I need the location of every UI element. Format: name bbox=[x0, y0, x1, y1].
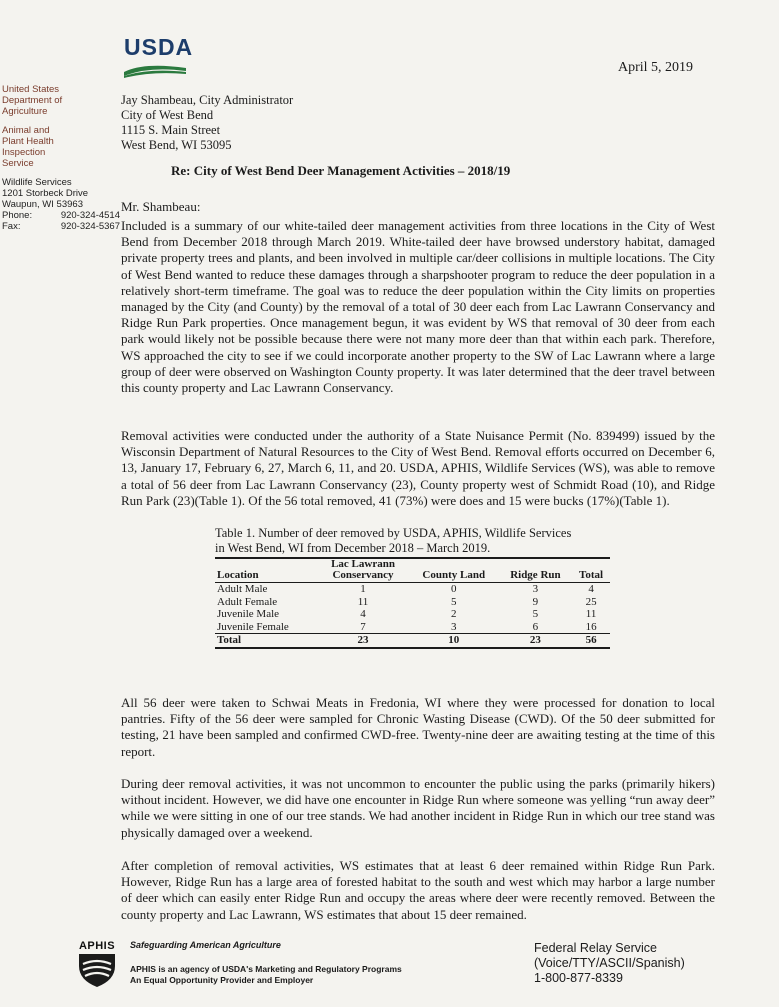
usda-hills-icon bbox=[124, 62, 186, 78]
service-name: Animal and Plant Health Inspection Service bbox=[2, 125, 54, 169]
table-row: Adult Male 1 0 3 4 bbox=[217, 583, 594, 595]
table-row: Adult Female 11 5 9 25 bbox=[217, 595, 597, 608]
ws-address: Wildlife Services 1201 Storbeck Drive Waupun, WI 53963 Phone: 920-324-4514 Fax: 920-324-5367 bbox=[2, 177, 120, 232]
paragraph-removal: Removal activities were conducted under the authority of a State Nuisance Permit (No. 839499) issued by the Wisconsin Department of Natural Resources to the City of West Bend. Removal efforts occurred on December 6, 13, January 17, February 6, 27, March 6, 11, and 20. USDA, APHIS, Wildlife Services (WS), was able to remove a total of 56 deer from Lac Lawrann Conservancy (23), County property west of Schmidt Road (10), and Ridge Run Park (23)(Table 1). Of the 56 total removed, 41 (73%) were does and 15 were bucks (17%)(Table 1). bbox=[121, 428, 715, 508]
paragraph-incidents: During deer removal activities, it was not uncommon to encounter the public using the parks (primarily hikers) without incident. However, we did have one encounter in Ridge Run where someone was yelling “run away deer” while we were sitting in one of our tree stands. We had another incident in Ridge Run in which our tree stand was physically damaged over a weekend. bbox=[121, 776, 715, 840]
letter-footer bbox=[72, 938, 762, 998]
table-row: Juvenile Male 4 2 5 11 bbox=[217, 608, 597, 620]
table-total-row: Total 23 10 23 56 bbox=[215, 634, 610, 648]
federal-relay-service: Federal Relay Service (Voice/TTY/ASCII/Spanish) 1-800-877-8339 bbox=[534, 941, 685, 985]
table-header-row bbox=[215, 558, 610, 583]
recipient-address: Jay Shambeau, City Administrator City of West Bend 1115 S. Main Street West Bend, WI 53095 bbox=[121, 93, 294, 152]
department-name: United States Department of Agriculture bbox=[2, 84, 63, 117]
usda-logo bbox=[124, 34, 194, 78]
agency-sidebar bbox=[2, 84, 120, 232]
table-caption: Table 1. Number of deer removed by USDA, APHIS, Wildlife Services in West Bend, WI from December 2018 – March 2019. bbox=[215, 526, 572, 555]
salutation: Mr. Shambeau: bbox=[121, 199, 201, 214]
letter-date: April 5, 2019 bbox=[618, 60, 694, 75]
phone-line: Phone: 920-324-4514 bbox=[2, 210, 120, 221]
aphis-shield-icon bbox=[77, 952, 117, 988]
footer-agency-note: APHIS is an agency of USDA's Marketing and Regulatory Programs An Equal Opportunity Provider and Employer bbox=[130, 964, 402, 985]
deer-removal-table bbox=[215, 526, 610, 649]
header-county-land: County Land bbox=[409, 558, 499, 583]
paragraph-summary: Included is a summary of our white-tailed deer management activities from three locations in the City of West Bend from December 2018 through March 2019. White-tailed deer have browsed understory habitat, damaged private property trees and plants, and been involved in multiple car/deer collisions in multiple locations. The City of West Bend wanted to reduce these damages through a sharpshooter program to reduce the deer population in a relatively short-term timeframe. The goal was to reduce the deer population within the City limits on properties managed by the City (and County) by the removal of a total of 30 deer each from Lac Lawrann Conservancy and Ridge Run Park properties. Once management begun, it was evident by WS that removal of 30 deer from each park would likely not be possible because there were not many more deer than that within each park. Therefore, WS approached the city to see if we could incorporate another property to the SW of Lac Lawrann where a large group of deer were observed on Washington County property. It was later determined that the deer travel between this county property and Lac Lawrann Conservancy. bbox=[121, 218, 715, 396]
header-ridge-run: Ridge Run bbox=[499, 558, 572, 583]
footer-slogan: Safeguarding American Agriculture bbox=[130, 940, 281, 950]
header-location: Location bbox=[215, 558, 317, 583]
subject-line: Re: City of West Bend Deer Management Activities – 2018/19 bbox=[171, 163, 511, 178]
header-lac-lawrann: Lac Lawrann Conservancy bbox=[317, 558, 409, 583]
paragraph-remaining: After completion of removal activities, WS estimates that at least 6 deer remained within Ridge Run Park. However, Ridge Run has a large area of forested habitat to the south and west which may harbor a large number of deer which can easily enter Ridge Run and occupy the areas where deer were recently removed. Between the county property and Lac Lawrann, WS estimates that about 15 deer remained. bbox=[121, 858, 715, 922]
table-row: Juvenile Female 7 3 6 16 bbox=[217, 620, 597, 633]
paragraph-donation: All 56 deer were taken to Schwai Meats in Fredonia, WI where they were processed for donation to local pantries. Fifty of the 56 deer were sampled for Chronic Wasting Disease (CWD). Of the 50 deer submitted for testing, 21 have been sampled and confirmed CWD-free. Twenty-nine deer are awaiting testing at the time of this report. bbox=[121, 695, 715, 759]
aphis-logo: APHIS bbox=[72, 940, 122, 993]
fax-line: Fax: 920-324-5367 bbox=[2, 221, 120, 232]
header-total: Total bbox=[572, 558, 610, 583]
usda-logo-text: USDA bbox=[124, 34, 194, 60]
